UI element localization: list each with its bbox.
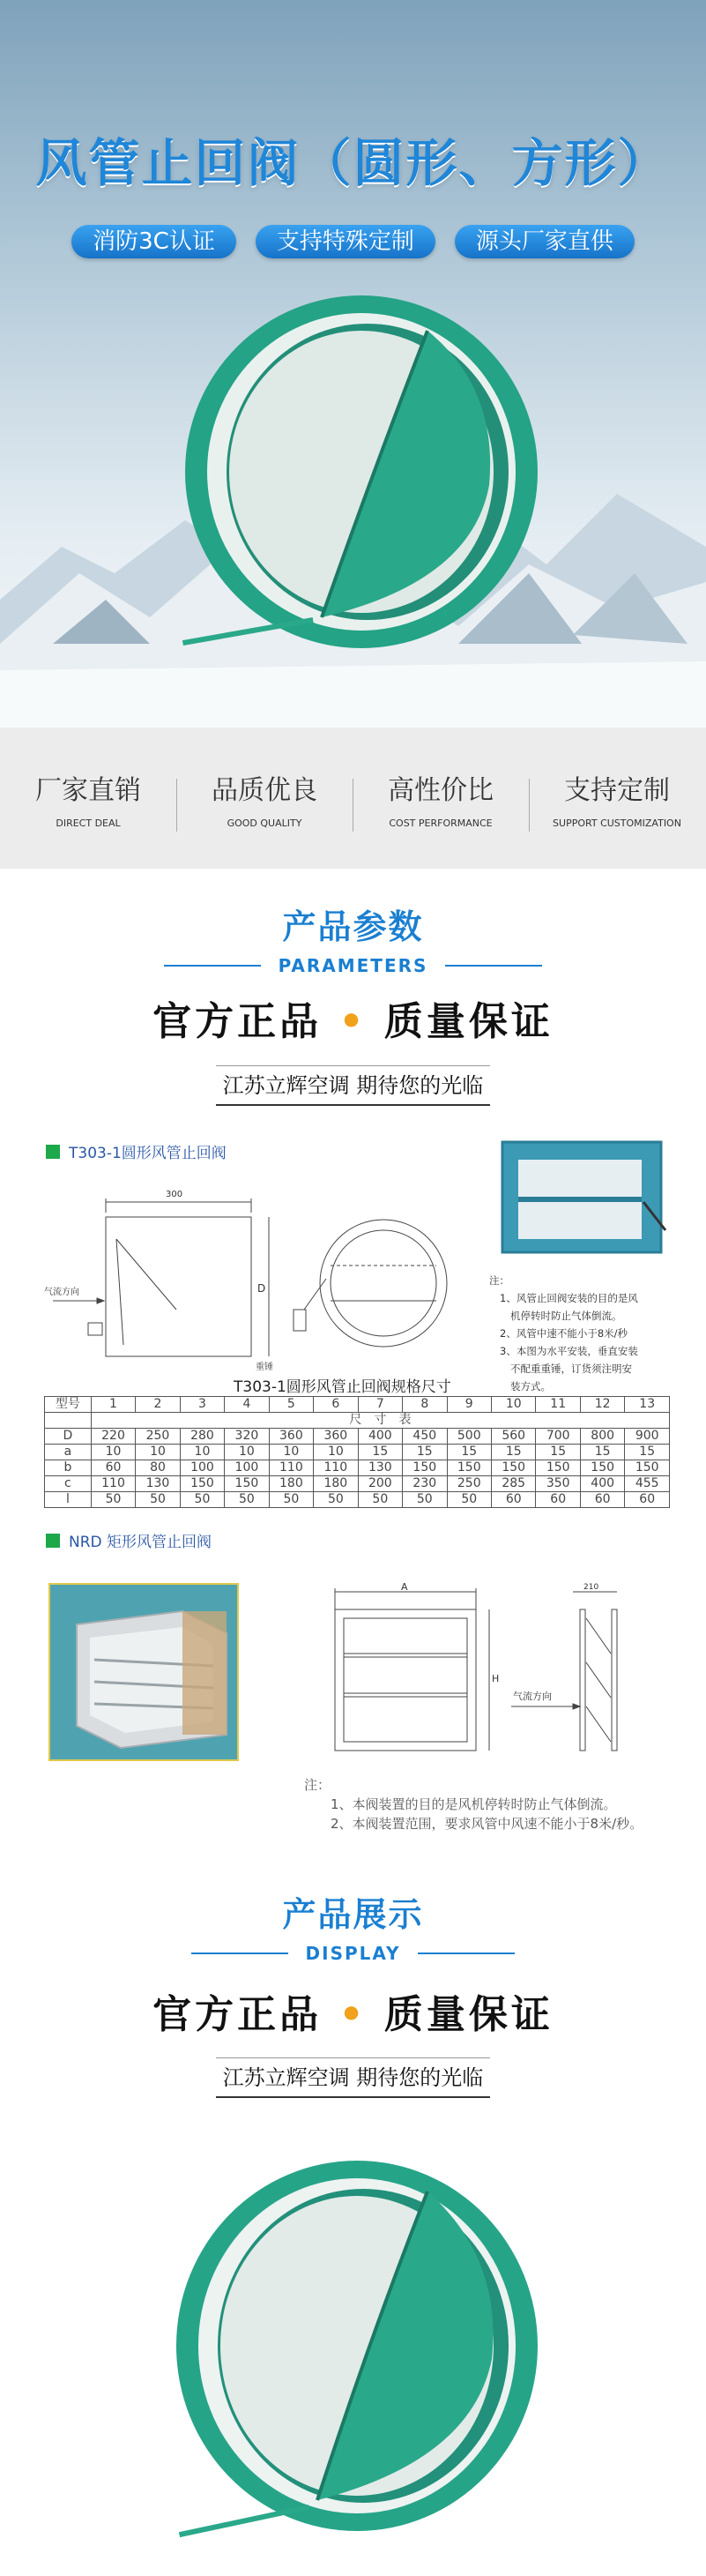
feature-direct-deal [0,768,176,829]
table-cell: 360 [314,1429,358,1445]
table-row-label: a [45,1445,92,1460]
round-damper-label [46,1140,227,1162]
note-line: 装方式。 [510,1380,551,1393]
table-cell: 285 [492,1476,536,1492]
table-row-label: 型号 [45,1397,92,1413]
slogan-left: 官方正品 [152,1992,323,2037]
divider [445,965,542,967]
rect-damper-label [46,1529,212,1551]
note-line: 不配重重锤，订货须注明安 [510,1363,632,1375]
rect-damper-notes [304,1775,643,1833]
dim-h-label: H [492,1673,500,1684]
feature-customization [529,768,705,829]
feature-title: 支持定制 [564,774,670,806]
slogan-dot: • [338,1992,368,2037]
table-subheader: 尺 寸 表 [91,1413,669,1429]
table-cell: 50 [403,1492,447,1508]
table-cell: 110 [91,1476,135,1492]
feature-subtitle: GOOD QUALITY [227,817,302,829]
table-row-label: c [45,1476,92,1492]
table-cell: 10 [136,1445,180,1460]
divider [191,1953,288,1954]
display-subtitle-box: 江苏立辉空调 期待您的光临 [216,2057,490,2098]
table-row-label: b [45,1460,92,1476]
note-line: 1、本阀装置的目的是风机停转时防止气体倒流。 [331,1796,617,1812]
feature-title: 高性价比 [388,774,494,806]
round-damper-photo [494,1133,670,1266]
feature-cost-performance [353,768,529,829]
table-cell: 110 [314,1460,358,1476]
feature-subtitle: SUPPORT CUSTOMIZATION [553,817,681,829]
table-cell: 13 [625,1397,670,1413]
table-cell: 455 [625,1476,670,1492]
display-title: 产品展示 [282,1895,424,1934]
slogan-left: 官方正品 [152,999,323,1044]
table-cell: 10 [180,1445,224,1460]
dim-a-label: A [401,1583,408,1593]
table-cell: 230 [403,1476,447,1492]
table-cell: 5 [269,1397,313,1413]
feature-title: 品质优良 [212,774,317,806]
table-row [45,1492,670,1508]
table-cell: 50 [447,1492,491,1508]
note-line: 机停转时防止气体倒流。 [510,1310,622,1322]
label-marker-icon [46,1145,60,1159]
table-cell: 130 [136,1476,180,1492]
note-line: 1、风管止回阀安装的目的是风 [500,1292,638,1304]
table-cell: 150 [180,1476,224,1492]
table-subheader-row [45,1413,670,1429]
note-line: 2、本阀装置范围，要求风管中风速不能小于8米/秒。 [331,1816,643,1832]
table-cell: 50 [314,1492,358,1508]
table-cell: 50 [91,1492,135,1508]
divider [418,1953,515,1954]
table-cell: 10 [492,1397,536,1413]
round-damper-name: T303-1圆形风管止回阀 [69,1145,227,1162]
parameters-title: 产品参数 [282,907,424,946]
table-cell: 150 [403,1460,447,1476]
table-cell: 200 [358,1476,402,1492]
feature-subtitle: DIRECT DEAL [56,817,121,829]
table-cell: 10 [314,1445,358,1460]
slogan-right: 质量保证 [383,1992,554,2037]
table-cell: 3 [180,1397,224,1413]
table-cell: 15 [625,1445,670,1460]
table-cell: 60 [91,1460,135,1476]
table-cell: 130 [358,1460,402,1476]
table-cell: 15 [403,1445,447,1460]
table-header-row [45,1397,670,1413]
table-cell: 150 [447,1460,491,1476]
table-cell: 50 [358,1492,402,1508]
table-cell: 400 [580,1476,624,1492]
parameters-slogan [0,989,706,1046]
feature-title: 厂家直销 [35,774,141,806]
table-cell: 450 [403,1429,447,1445]
table-cell: 10 [269,1445,313,1460]
rect-damper-image [50,1585,237,1759]
table-cell: 100 [180,1460,224,1476]
hero-title: 风管止回阀（圆形、方形） [35,133,671,193]
display-subtitle-row [0,1943,706,1964]
table-cell: 50 [225,1492,269,1508]
note-line: 3、本图为水平安装，垂直安装 [500,1345,638,1357]
table-cell: 6 [314,1397,358,1413]
table-cell: 350 [536,1476,580,1492]
table-cell: 700 [536,1429,580,1445]
slogan-dot: • [338,999,368,1044]
table-cell: 250 [447,1476,491,1492]
table-row-label: l [45,1492,92,1508]
rect-airflow-label: 气流方向 [513,1691,552,1702]
table-cell: 180 [269,1476,313,1492]
spec-table-title: T303-1圆形风管止回阀规格尺寸 [234,1378,451,1396]
table-row [45,1429,670,1445]
table-cell: 800 [580,1429,624,1445]
table-cell: 15 [492,1445,536,1460]
table-cell: 400 [358,1429,402,1445]
rect-damper-name: NRD 矩形风管止回阀 [69,1534,212,1551]
table-cell: 12 [580,1397,624,1413]
table-cell: 4 [225,1397,269,1413]
badge-custom: 支持特殊定制 [256,225,435,258]
features-bar [0,728,706,869]
note-line: 2、风管中速不能小于8米/秒 [500,1327,628,1340]
table-cell: 150 [225,1476,269,1492]
rect-damper-drawing [317,1583,670,1759]
table-cell: 1 [91,1397,135,1413]
table-cell: 2 [136,1397,180,1413]
table-cell: 360 [269,1429,313,1445]
display-title-en: DISPLAY [305,1943,401,1964]
parameters-title-en: PARAMETERS [278,955,428,976]
table-cell: 320 [225,1429,269,1445]
hero-banner [0,0,706,728]
notes-title: 注： [489,1274,509,1287]
dim-d-label: D [257,1282,266,1295]
table-cell: 180 [314,1476,358,1492]
dim-depth-label: 210 [583,1583,599,1592]
table-cell: 220 [91,1429,135,1445]
table-cell: 15 [536,1445,580,1460]
table-cell: 100 [225,1460,269,1476]
table-cell: 110 [269,1460,313,1476]
table-cell: 60 [536,1492,580,1508]
table-row [45,1476,670,1492]
table-cell: 280 [180,1429,224,1445]
display-slogan [0,1982,706,2039]
table-cell: 500 [447,1429,491,1445]
table-cell: 900 [625,1429,670,1445]
table-cell: 15 [358,1445,402,1460]
table-cell: 50 [269,1492,313,1508]
spec-table [44,1396,670,1508]
parameters-subtitle-row [0,955,706,976]
table-row [45,1460,670,1476]
table-cell: 7 [358,1397,402,1413]
table-row-label: D [45,1429,92,1445]
table-cell: 150 [536,1460,580,1476]
table-cell [45,1413,92,1429]
table-cell: 60 [625,1492,670,1508]
table-cell: 80 [136,1460,180,1476]
display-damper-image [167,2152,546,2557]
table-cell: 60 [580,1492,624,1508]
label-marker-icon [46,1534,60,1548]
table-cell: 10 [91,1445,135,1460]
feature-subtitle: COST PERFORMANCE [389,817,493,829]
divider [164,965,261,967]
table-cell: 150 [580,1460,624,1476]
hero-badges [0,225,706,258]
note-line: 注： [304,1777,331,1793]
dim-width-label: 300 [166,1190,183,1199]
badge-factory: 源头厂家直供 [455,225,635,258]
table-row [45,1445,670,1460]
table-cell: 9 [447,1397,491,1413]
badge-3c: 消防3C认证 [71,225,236,258]
table-cell: 8 [403,1397,447,1413]
airflow-label: 气流方向 [44,1288,79,1297]
table-cell: 560 [492,1429,536,1445]
round-damper-drawing [35,1177,494,1376]
table-cell: 150 [625,1460,670,1476]
table-cell: 50 [136,1492,180,1508]
table-cell: 10 [225,1445,269,1460]
parameters-subtitle-box: 江苏立辉空调 期待您的光临 [216,1065,490,1106]
hammer-label: 重锤 [256,1363,273,1372]
slogan-right: 质量保证 [383,999,554,1044]
table-cell: 15 [580,1445,624,1460]
table-cell: 250 [136,1429,180,1445]
table-cell: 150 [492,1460,536,1476]
table-cell: 11 [536,1397,580,1413]
feature-good-quality [176,768,353,829]
table-cell: 50 [180,1492,224,1508]
round-damper-image [172,291,542,679]
round-damper-notes [489,1272,674,1395]
rect-damper-photo [48,1583,239,1761]
table-cell: 60 [492,1492,536,1508]
table-cell: 15 [447,1445,491,1460]
